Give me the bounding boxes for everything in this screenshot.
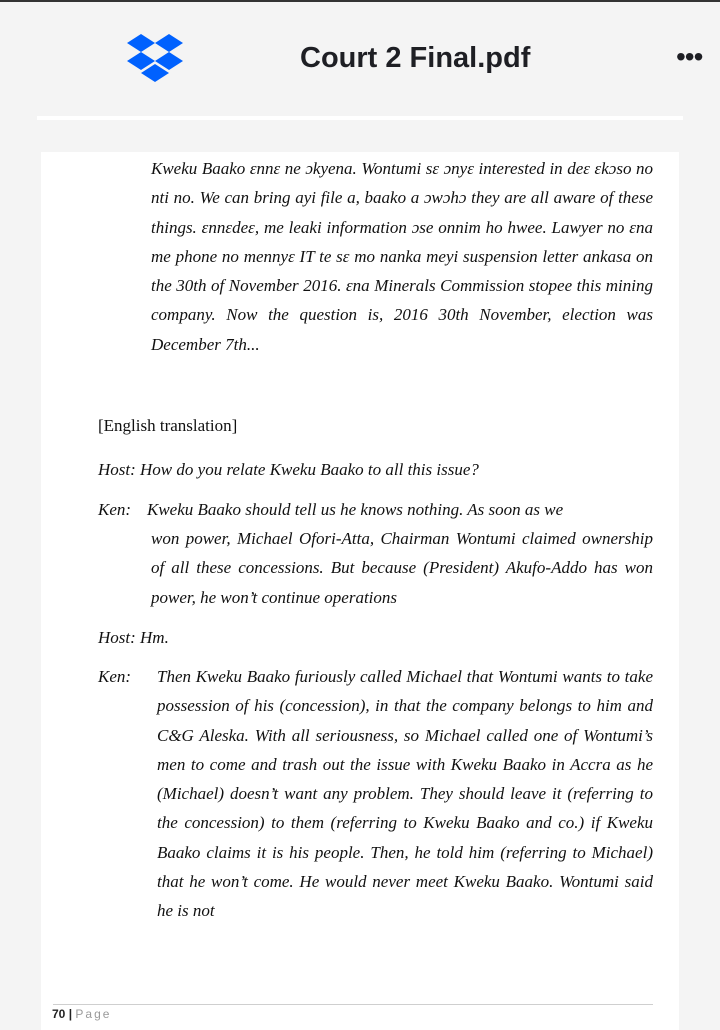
footer-divider (53, 1004, 653, 1005)
page-word: Page (75, 1007, 112, 1021)
speaker-label-ken-1: Ken: (98, 500, 132, 519)
header-divider (37, 116, 683, 120)
pdf-page[interactable] (41, 152, 679, 1030)
intro-paragraph: Kweku Baako ɛnnɛ ne ɔkyena. Wontumi sɛ ɔnyɛ interested in deɛ ɛkɔso no nti no. We can bring ayi file a, baako a ɔwɔhɔ they are all aware of these things. ɛnnɛdeɛ, me leaki information ɔse onnim ho hwee. Lawyer no ɛna me phone no mennyɛ IT te sɛ mo nanka meyi suspension letter ankasa on the 30th of November 2016. ɛna Minerals Commission stopee this mining company. Now the question is, 2016 30th November, election was December 7th... (151, 159, 653, 354)
ken-text-2: Then Kweku Baako furiously called Michael that Wontumi wants to take possession of his (concession), in that the company belongs to him and C&G Aleska. With all seriousness, so Michael called one of Wontumi’s men to come and trash out the issue with Kweku Baako in Accra as he (Michael) doesn’t want any problem. They should leave it (referring to the concession) to them (referring to Kweku Baako and co.) if Kweku Baako claims it is his people. Then, he told him (referring to Michael) that he won’t come. He would never meet Kweku Baako. Wontumi said he is not (157, 667, 653, 921)
app-header (0, 2, 720, 112)
host-line-2: Host: Hm. (98, 628, 169, 647)
page-number: 70 (52, 1007, 66, 1021)
translation-heading: [English translation] (98, 416, 238, 435)
speaker-label-ken-2: Ken: (98, 667, 132, 686)
more-options-icon[interactable]: ••• (676, 41, 703, 72)
footer-separator: | (68, 1007, 73, 1021)
document-title: Court 2 Final.pdf (300, 42, 531, 74)
page-footer (52, 1007, 111, 1021)
dropbox-icon[interactable] (126, 32, 184, 84)
host-line-1: Host: How do you relate Kweku Baako to all this issue? (98, 460, 479, 479)
ken-text-1-first: Kweku Baako should tell us he knows nothing. As soon as we (147, 500, 564, 519)
ken-text-1-rest: won power, Michael Ofori-Atta, Chairman Wontumi claimed ownership of all these concessions. But because (President) Akufo-Addo has won power, he won’t continue operations (151, 529, 653, 607)
